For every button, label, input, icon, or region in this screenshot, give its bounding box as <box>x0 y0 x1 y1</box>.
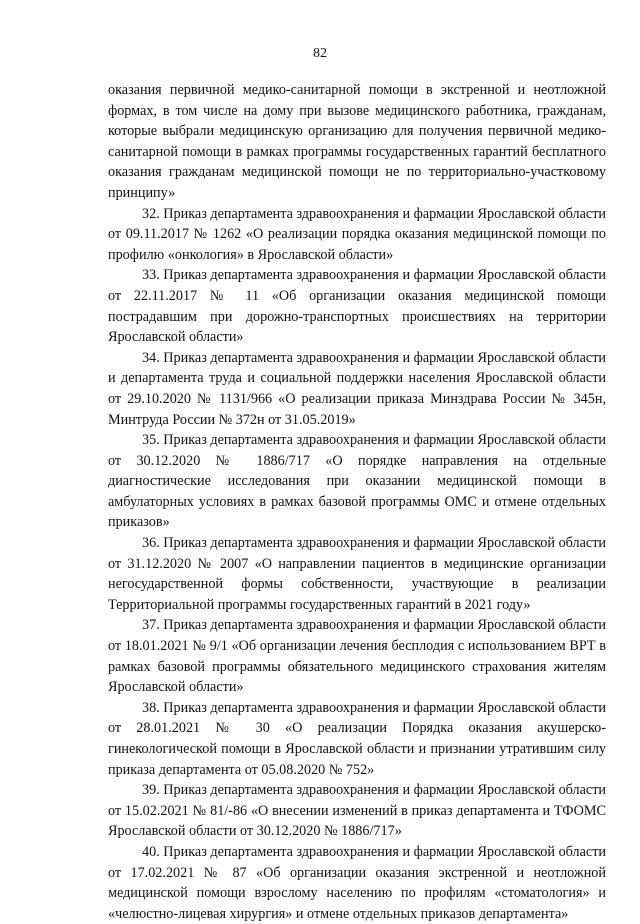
page-number: 82 <box>313 46 327 61</box>
list-item-39: 39. Приказ департамента здравоохранения и фармации Ярославской области от 15.02.2021 № 81/-86 «О внесении изменений в приказ департамента и ТФОМС Ярославской области от 30.12.2020 № 1886/717» <box>108 782 606 840</box>
list-item-38: 38. Приказ департамента здравоохранения и фармации Ярославской области от 28.01.2021 № 30 «О реализации Порядка оказания акушерско-гинекологической помощи в Ярославской области и признании утратившим силу приказа департамента от 05.08.2020 № 752» <box>108 699 606 778</box>
list-item-32: 32. Приказ департамента здравоохранения и фармации Ярославской области от 09.11.2017 № 1262 «О реализации порядка оказания медицинской помощи по профилю «онкология» в Ярославской области» <box>108 205 606 263</box>
document-body <box>108 80 606 924</box>
list-item-35: 35. Приказ департамента здравоохранения и фармации Ярославской области от 30.12.2020 № 1886/717 «О порядке направления на отдельные диагностические исследования при оказании медицинской помощи в амбулаторных условиях в рамках базовой программы ОМС и отмене отдельных приказов» <box>108 432 606 531</box>
list-item-37: 37. Приказ департамента здравоохранения и фармации Ярославской области от 18.01.2021 № 9/1 «Об организации лечения бесплодия с использованием ВРТ в рамках базовой программы обязательного медицинского страхования жителям Ярославской области» <box>108 617 606 696</box>
list-item-40: 40. Приказ департамента здравоохранения и фармации Ярославской области от 17.02.2021 № 87 «Об организации оказания экстренной и неотложной медицинской помощи взрослому населению по профилям «стоматология» и «челюстно-лицевая хирургия» и отмене отдельных приказов департамента» <box>108 843 606 922</box>
list-item-34: 34. Приказ департамента здравоохранения и фармации Ярославской области и департамента труда и социальной поддержки населения Ярославской области от 29.10.2020 № 1131/966 «О реализации приказа Минздрава России № 345н, Минтруда России № 372н от 31.05.2019» <box>108 349 606 428</box>
list-item-36: 36. Приказ департамента здравоохранения и фармации Ярославской области от 31.12.2020 № 2007 «О направлении пациентов в медицинские организации негосударственной формы собственности, участвующие в реализации Территориальной программы государственных гарантий в 2021 году» <box>108 535 606 613</box>
paragraph-continuation: оказания первичной медико-санитарной помощи в экстренной и неотложной формах, в том числе на дому при вызове медицинского работника, гражданам, которые выбрали медицинскую организацию для получения первичной медико-санитарной помощи в рамках программы государственных гарантий бесплатного оказания гражданам медицинской помощи не по территориально-участковому принципу» <box>108 82 606 201</box>
list-item-33: 33. Приказ департамента здравоохранения и фармации Ярославской области от 22.11.2017 № 11 «Об организации оказания медицинской помощи пострадавшим при дорожно-транспортных происшествиях на территории Ярославской области» <box>108 267 606 346</box>
